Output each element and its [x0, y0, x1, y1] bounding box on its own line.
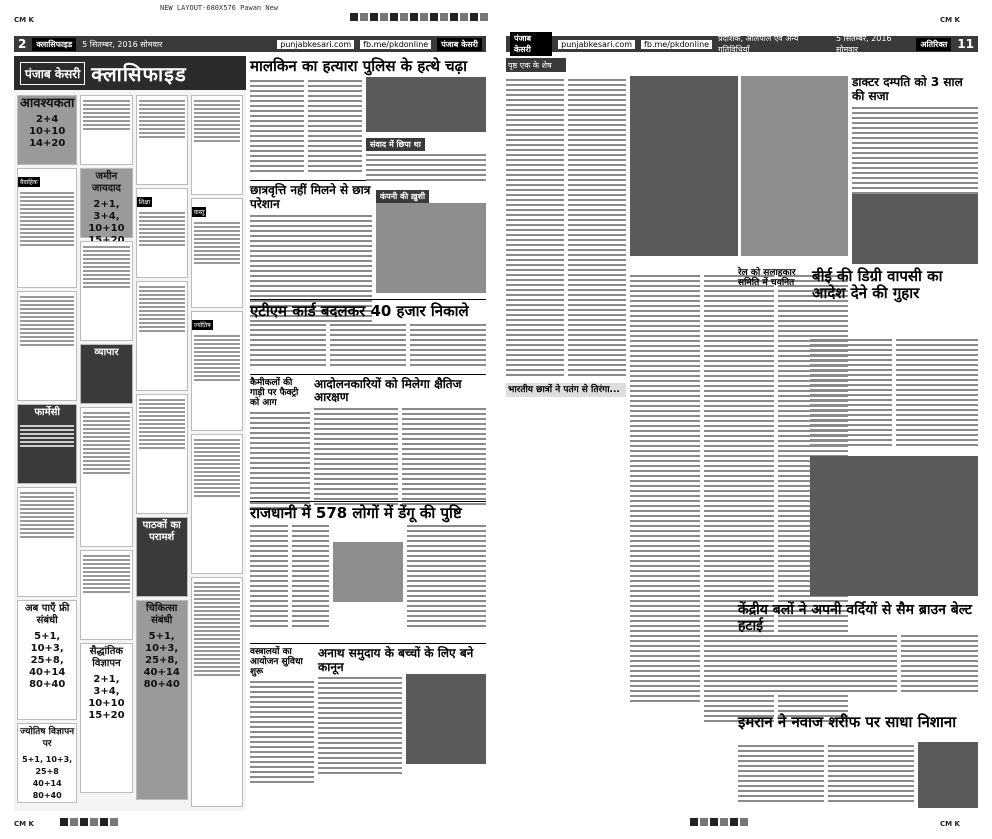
headline: रेल को सलाहकार समिति में चयनित: [738, 268, 796, 289]
headline: मालकिन का हत्यारा पुलिस के हत्थे चढ़ा: [250, 57, 467, 75]
brand-logo: पंजाब केसरी: [20, 62, 85, 85]
registration-bar-bottom-left: [60, 818, 118, 826]
crowd-photo: [810, 456, 978, 596]
page-date: 5 सितम्बर, 2016 सोमवार: [835, 34, 892, 54]
ad-chikitsa: चिकित्सा संबंधी 5+1, 10+3, 25+8, 40+14 80+40: [136, 600, 188, 800]
news-photo: [630, 76, 738, 256]
ad-listing: वैवाहिक: [17, 168, 77, 288]
headline: भारतीय छात्रों ने पतंग से तिरंगा...: [506, 383, 626, 397]
ad-pharmacy: फार्मेसी: [17, 404, 77, 484]
ad-listing: [80, 407, 132, 547]
page-tagline: प्रदेशिक, आलपाल एवं अन्य गतिविधियाँ: [718, 34, 799, 54]
ad-shiksha: शिक्षा: [136, 188, 188, 278]
section-name: क्लासिफाइड: [32, 38, 76, 51]
page-number: 2: [18, 37, 27, 51]
news-photo: [366, 77, 486, 132]
section-name: अतिरिक्त: [916, 38, 951, 51]
ad-listing: [80, 241, 132, 341]
imran-headline: [738, 714, 978, 740]
degree-story-body: [810, 336, 978, 456]
classified-section: [14, 56, 246, 811]
ad-aavashyakta: आवश्यकता 2+4 10+10 14+20: [17, 95, 77, 165]
ad-sangthi: अब पाएँ फ्री संबंधी 5+1, 10+3, 25+8, 40+14 80+40: [17, 600, 77, 720]
brand-logo: पंजाब केसरी: [437, 38, 482, 51]
headline: राजधानी में 578 लोगों में डेंगू की पुष्टि: [250, 503, 462, 522]
headline: कैमीकलों की गाड़ी पर फैक्ट्री को आग: [250, 377, 299, 409]
ad-jyotish-vigyapan: ज्योतिष विज्ञापन पर 5+1, 10+3, 25+8 40+14 80+40: [17, 723, 77, 803]
ad-vyapar: व्यापार: [80, 344, 132, 404]
ad-listing: [136, 95, 188, 185]
ad-readers: पाठकों का परामर्श: [136, 517, 188, 597]
ad-listing: [17, 291, 77, 401]
news-photo: [376, 203, 486, 293]
headline: डाक्टर दम्पति को 3 साल की सजा: [852, 75, 963, 103]
page-header: [506, 36, 978, 52]
brand-logo: पंजाब केसरी: [510, 32, 552, 56]
classified-header: [14, 56, 246, 90]
registration-bar-bottom-right: [690, 818, 748, 826]
cmk-mark: CM K: [14, 16, 34, 24]
facebook-link: fb.me/pkdonline: [641, 40, 712, 49]
news-photo: [852, 194, 978, 264]
imran-story: [738, 742, 978, 811]
ad-zameen: जमीन जायदाद 2+1, 3+4, 10+10: [80, 168, 132, 238]
cmk-mark: CM K: [14, 820, 34, 828]
news-area-left: [250, 56, 486, 811]
headline: एटीएम कार्ड बदलकर 40 हजार निकाले: [250, 302, 469, 321]
ad-vastu: वास्तु: [191, 198, 243, 308]
mosquito-photo: [333, 542, 403, 602]
print-slug: NEW LAYOUT-680X576 Pawan New: [160, 4, 279, 12]
ad-vigyapan: सैद्धांतिक विज्ञापन 2+1, 3+4, 10+10 15+20: [80, 643, 132, 793]
news-photo: [406, 674, 486, 764]
website-link: punjabkesari.com: [277, 40, 354, 49]
page-11: [506, 36, 978, 811]
page-header: [14, 36, 486, 52]
ad-listing: [80, 95, 132, 165]
headline: अनाथ समुदाय के बच्चों के लिए बने कानून: [318, 645, 474, 674]
headline: छात्रवृत्ति नहीं मिलने से छात्र परेशान: [250, 183, 371, 212]
headline: केंद्रीय बलों ने अपनी वर्दियों से सैम ब्राउन बेल्ट हटाई: [738, 602, 972, 635]
headline: आदोलनकारियों को मिलेगा क्षैतिज आरक्षण: [314, 376, 462, 405]
page-date: 5 सितम्बर, 2016 सोमवार: [82, 39, 163, 49]
facebook-link: fb.me/pkdonline: [360, 40, 431, 49]
registration-bar-left: [350, 13, 488, 21]
brown-belt-headline: [738, 602, 978, 635]
continued-column: [506, 76, 626, 811]
classified-title: क्लासिफाइड: [91, 61, 187, 86]
right-top-story: [852, 76, 978, 191]
ad-listing: [80, 550, 132, 640]
headline: बीई की डिग्री वापसी का आदेश देने की गुहार: [812, 267, 943, 303]
headline: वस्त्रालयों का आयोजन सुविधा शुरू: [250, 646, 303, 678]
ad-jyotish: ज्योतिष: [191, 311, 243, 431]
ad-listing: [136, 281, 188, 391]
front-photo-strip: [630, 76, 848, 266]
story-tag: कंपनी की ख़ुशी: [376, 190, 429, 203]
cmk-mark: CM K: [940, 820, 960, 828]
ad-listing: [191, 577, 243, 807]
degree-story-head: [738, 268, 978, 338]
ad-listing: [191, 434, 243, 574]
portrait-photo: [918, 742, 978, 808]
front-page-continuation-tag: पृष्ठ एक के शेष: [506, 58, 566, 72]
brown-belt-body: [738, 632, 978, 712]
ad-listing: [136, 394, 188, 514]
news-photo: [741, 76, 849, 256]
story-tag: संवाद में छिपा था: [366, 138, 425, 151]
cmk-mark: CM K: [940, 16, 960, 24]
ad-listing: [191, 95, 243, 195]
page-number: 11: [957, 37, 974, 51]
page-2: [14, 36, 486, 811]
ad-listing: [17, 487, 77, 597]
website-link: punjabkesari.com: [558, 40, 635, 49]
headline: इमरान ने नवाज शरीफ पर साधा निशाना: [738, 713, 957, 731]
